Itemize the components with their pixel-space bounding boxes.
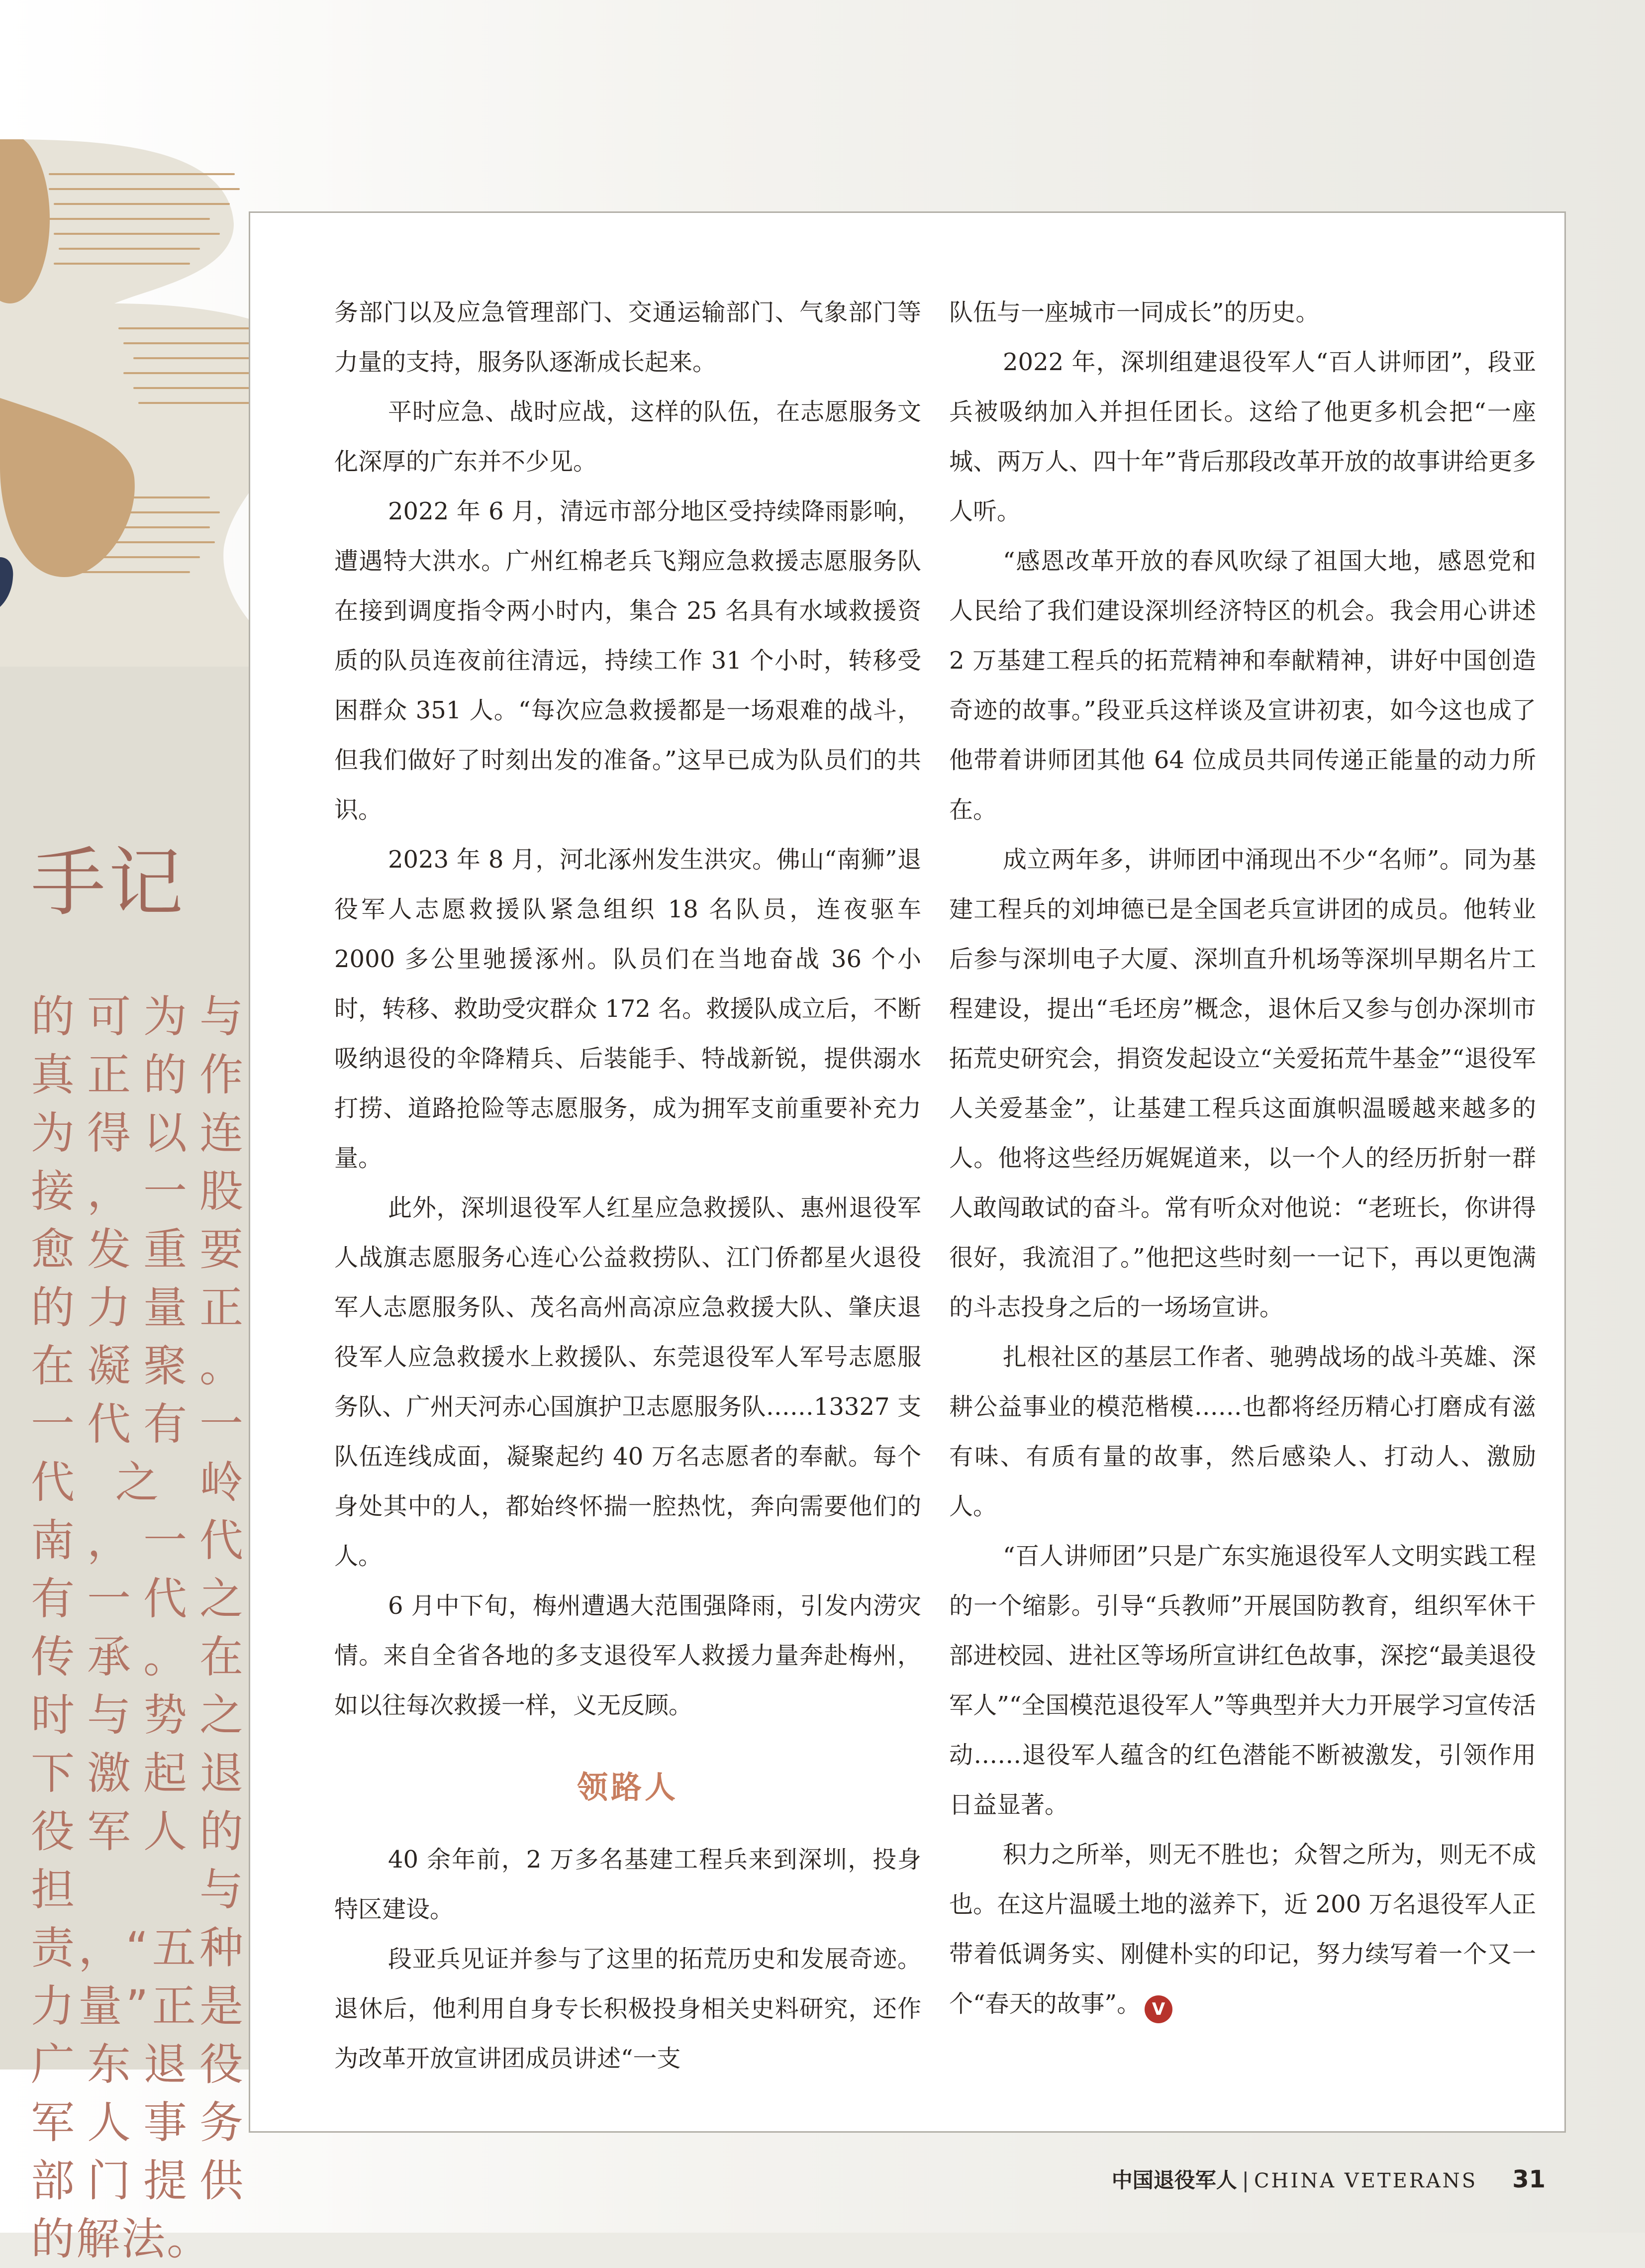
paragraph: 2023 年 8 月，河北涿州发生洪灾。佛山“南狮”退役军人志愿救援队紧急组织 18 名队员，连夜驱车 2000 多公里驰援涿州。队员们在当地奋战 36 个小时，转移、救助受灾群众 172 名。救援队成立后，不断吸纳退役的伞降精兵、后装能手、特战新锐，提供溺水打捞、道路抢险等志愿服务，成为拥军支前重要补充力量。 <box>334 846 921 1172</box>
section-heading: 领路人 <box>577 1769 678 1805</box>
paragraph: 队伍与一座城市一同成长”的历史。 <box>949 298 1320 326</box>
paragraph: 2022 年，深圳组建退役军人“百人讲师团”，段亚兵被吸纳加入并担任团长。这给了他更多机会把“一座城、两万人、四十年”背后那段改革开放的故事讲给更多人听。 <box>949 348 1536 525</box>
page-footer <box>1112 2164 1546 2194</box>
sidebar-quote: 的可为与真正的作为得以连接，一股愈发重要的力量正在凝聚。一代有一代之岭南，一代有一代之传承。在时与势之下激起退役军人的担与责，“五种力量”正是广东退役军人事务部门提供的解法。 <box>31 991 245 2265</box>
paragraph: “感恩改革开放的春风吹绿了祖国大地，感恩党和人民给了我们建设深圳经济特区的机会。我会用心讲述 2 万基建工程兵的拓荒精神和奉献精神，讲好中国创造奇迹的故事。”段亚兵这样谈及宣讲初衷，如今这也成了他带着讲师团其他 64 位成员共同传递正能量的动力所在。 <box>949 547 1536 824</box>
paragraph: “百人讲师团”只是广东实施退役军人文明实践工程的一个缩影。引导“兵教师”开展国防教育，组织军休干部进校园、进社区等场所宣讲红色故事，深挖“最美退役军人”“全国模范退役军人”等典型并大力开展学习宣传活动……退役军人蕴含的红色潜能不断被激发，引领作用日益显著。 <box>949 1542 1536 1819</box>
paragraph-final <box>949 1830 1536 2029</box>
page-number: 31 <box>1512 2166 1546 2193</box>
paragraph: 扎根社区的基层工作者、驰骋战场的战斗英雄、深耕公益事业的模范楷模……也都将经历精心打磨成有滋有味、有质有量的故事，然后感染人、打动人、激励人。 <box>949 1343 1536 1520</box>
right-column <box>949 288 1536 2029</box>
paragraph: 此外，深圳退役军人红星应急救援队、惠州退役军人战旗志愿服务心连心公益救捞队、江门侨都星火退役军人志愿服务队、茂名高州高凉应急救援大队、肇庆退役军人应急救援水上救援队、东莞退役军人军号志愿服务队、广州天河赤心国旗护卫志愿服务队……13327 支队伍连线成面，凝聚起约 40 万名志愿者的奉献。每个身处其中的人，都始终怀揣一腔热忱，奔向需要他们的人。 <box>334 1194 921 1570</box>
paragraph: 40 余年前，2 万多名基建工程兵来到深圳，投身特区建设。 <box>334 1846 921 1923</box>
paragraph: 6 月中下旬，梅州遭遇大范围强降雨，引发内涝灾情。来自全省各地的多支退役军人救援力量奔赴梅州，如以往每次救援一样，义无反顾。 <box>334 1592 921 1719</box>
magazine-name-cn: 中国退役军人 <box>1111 2168 1237 2192</box>
left-column <box>334 288 921 2083</box>
sidebar-heading: 手记 <box>31 840 187 926</box>
paragraph: 平时应急、战时应战，这样的队伍，在志愿服务文化深厚的广东并不少见。 <box>334 398 921 476</box>
paragraph: 成立两年多，讲师团中涌现出不少“名师”。同为基建工程兵的刘坤德已是全国老兵宣讲团的成员。他转业后参与深圳电子大厦、深圳直升机场等深圳早期名片工程建设，提出“毛坯房”概念，退休后又参与创办深圳市拓荒史研究会，捐资发起设立“关爱拓荒牛基金”“退役军人关爱基金”，让基建工程兵这面旗帜温暖越来越多的人。他将这些经历娓娓道来，以一个人的经历折射一群人敢闯敢试的奋斗。常有听众对他说：“老班长，你讲得很好，我流泪了。”他把这些时刻一一记下，再以更饱满的斗志投身之后的一场场宣讲。 <box>949 846 1536 1321</box>
end-mark-icon: V <box>1145 1995 1172 2023</box>
paragraph: 务部门以及应急管理部门、交通运输部门、气象部门等力量的支持，服务队逐渐成长起来。 <box>334 298 921 376</box>
paragraph: 段亚兵见证并参与了这里的拓荒历史和发展奇迹。退休后，他利用自身专长积极投身相关史料研究，还作为改革开放宣讲团成员讲述“一支 <box>334 1945 921 2072</box>
paragraph-final-text: 积力之所举，则无不胜也；众智之所为，则无不成也。在这片温暖土地的滋养下，近 200 万名退役军人正带着低调务实、刚健朴实的印记，努力续写着一个又一个“春天的故事”。 <box>949 1841 1536 2018</box>
paragraph: 2022 年 6 月，清远市部分地区受持续降雨影响，遭遇特大洪水。广州红棉老兵飞翔应急救援志愿服务队在接到调度指令两小时内，集合 25 名具有水域救援资质的队员连夜前往清远，持续工作 31 个小时，转移受困群众 351 人。“每次应急救援都是一场艰难的战斗，但我们做好了时刻出发的准备。”这早已成为队员们的共识。 <box>334 497 921 824</box>
magazine-name-en: CHINA VETERANS <box>1254 2169 1478 2192</box>
footer-separator: | <box>1242 2168 1249 2192</box>
